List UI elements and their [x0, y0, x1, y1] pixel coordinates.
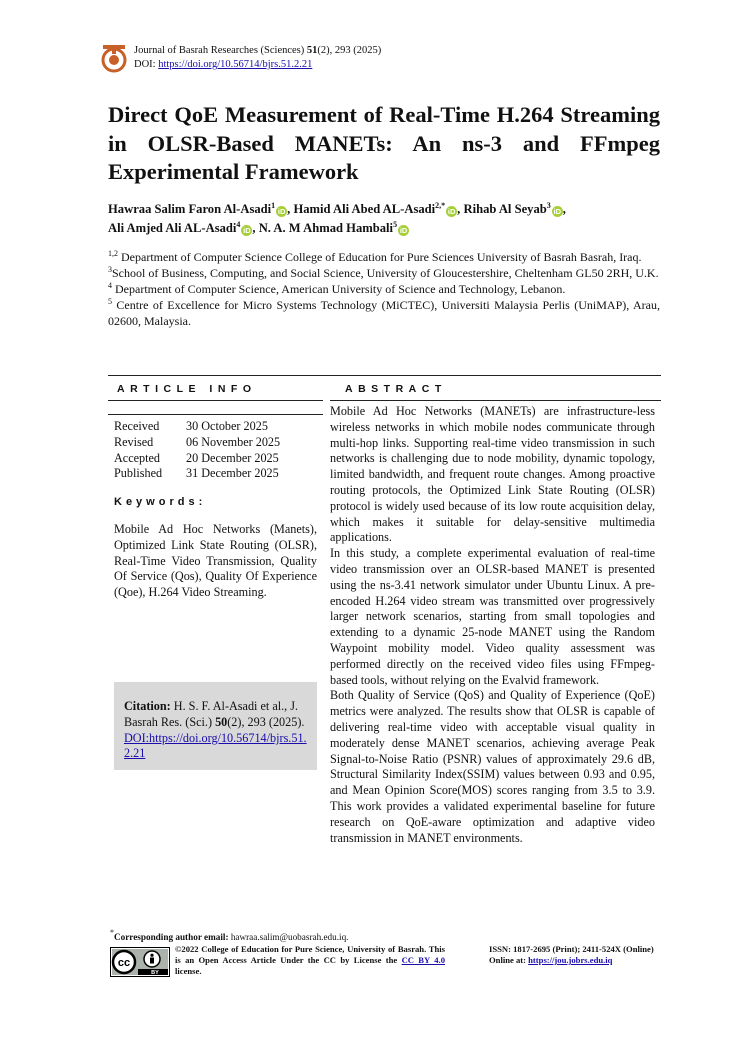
abstract-paragraph: Both Quality of Service (QoS) and Quality of Experience (QoE) metrics were analyzed. The results show that OLSR is capable of delivering real-time video with acceptable visual quality in moderately dense MANET scenarios, achieving average Peak Signal-to-Noise Ratio (PSNR) values of approximately 29.6 dB, Structural Similarity Index(SSIM) values between 0.93 and 0.95, and Mean Opinion Score(MOS) scores ranging from 3.5 to 3.9. This work provides a validated experimental baseline for future research on QoE-aware optimization and adaptive video transmission in MANET environments. [330, 688, 655, 845]
abstract-heading: ABSTRACT [345, 383, 447, 395]
affiliation-mark: 1,2 [108, 249, 118, 258]
date-label: Received [114, 419, 160, 433]
date-row-revised [114, 435, 280, 451]
cc-by-license-icon[interactable] [110, 947, 170, 977]
article-dates [114, 419, 280, 482]
affiliation-mark: 5 [108, 297, 112, 307]
affiliation-item [108, 297, 660, 329]
affiliation-item [108, 249, 660, 265]
author-name: Ali Amjed Ali AL-Asadi [108, 221, 237, 235]
online-label: Online at: [489, 955, 529, 966]
cc-by-link[interactable]: CC BY 4.0 [401, 955, 446, 966]
author-separator: , [457, 202, 464, 216]
keywords-list: Mobile Ad Hoc Networks (Manets), Optimized Link State Routing (OLSR), Real-Time Video Transmission, Quality Of Service (Qos), Quality Of Experience (Qoe), H.264 Video Streaming. [114, 522, 317, 600]
journal-issue-pages: (2), 293 (2025) [317, 45, 382, 56]
orcid-icon[interactable]: iD [399, 226, 408, 235]
date-row-received [114, 419, 280, 435]
author-list [108, 200, 660, 238]
date-label: Published [114, 466, 163, 481]
section-divider [108, 375, 661, 376]
section-divider [108, 400, 323, 401]
author-name: Hawraa Salim Faron Al-Asadi [108, 202, 272, 216]
orcid-icon[interactable]: iD [243, 226, 251, 235]
affiliations [108, 249, 660, 329]
license-statement [175, 944, 445, 978]
citation-label: Citation: [124, 699, 171, 713]
journal-logo [99, 43, 129, 73]
date-label: Accepted [114, 450, 161, 465]
author-affiliation-mark: 5 [393, 220, 398, 229]
citation-volume: 50 [215, 714, 228, 729]
article-info-heading: ARTICLE INFO [117, 383, 257, 395]
journal-website-link[interactable]: https://jou.jobrs.edu.iq [528, 955, 613, 966]
affiliation-text: Department of Computer Science, American University of Science and Technology, Lebanon. [112, 282, 566, 297]
corresponding-mark: * [110, 928, 114, 937]
author-separator: , [287, 202, 294, 216]
citation-issue: (2), 293 (2025). [227, 714, 305, 729]
citation-body: H. S. F. Al-Asadi et al., J. Basrah Res. (Sci.) [124, 699, 299, 729]
date-value: 20 December 2025 [186, 450, 279, 465]
author-name: N. A. M Ahmad Hambali [258, 221, 394, 235]
date-label: Revised [114, 434, 154, 449]
citation-text [124, 699, 308, 762]
keywords-heading: Keywords: [114, 496, 207, 508]
paper-title: Direct QoE Measurement of Real-Time H.264 Streaming in OLSR-Based MANETs: An ns-3 and FFmpeg Experimental Framework [108, 102, 660, 184]
journal-volume: 51 [306, 45, 318, 56]
affiliation-mark: 4 [108, 281, 112, 291]
cc-label: cc [117, 957, 131, 969]
orcid-icon[interactable]: iD [447, 207, 456, 216]
issn-text: ISSN: 1817-2695 (Print); 2411-524X (Online) [489, 944, 654, 954]
issn-block [489, 944, 654, 966]
author-affiliation-mark: 2,* [435, 201, 446, 210]
affiliation-text: Department of Computer Science College of Education for Pure Sciences University of Basrah Basrah, Iraq. [118, 250, 642, 264]
author-separator: , [562, 202, 566, 216]
orcid-icon[interactable]: iD [553, 207, 562, 216]
doi-link[interactable]: https://doi.org/10.56714/bjrs.51.2.21 [158, 59, 313, 70]
affiliation-mark: 3 [108, 265, 112, 275]
journal-citation-line [134, 44, 381, 57]
author-name: Hamid Ali Abed AL-Asadi [293, 202, 436, 216]
abstract-paragraph: In this study, a complete experimental evaluation of real-time video transmission over an OLSR-based MANET is presented using the ns-3.41 network simulator under Ubuntu Linux. A pre-encoded H.264 video stream was transmitted over progressively larger network scenarios, starting from small topologies and extending to a dynamic 25-node MANET using the Random Waypoint mobility model. Video quality assessment was performed directly on the received video files using FFmpeg-based tools, without relying on the Evalvid framework. [330, 546, 655, 687]
section-divider [330, 400, 661, 401]
section-divider [108, 414, 323, 415]
cc-by-label: BY [151, 970, 159, 976]
corresponding-email: hawraa.salim@uobasrah.edu.iq. [228, 932, 349, 942]
license-end: license. [175, 966, 202, 977]
doi-line [134, 58, 312, 71]
date-value: 31 December 2025 [186, 466, 279, 481]
author-affiliation-mark: 1 [271, 201, 276, 210]
date-row-published [114, 466, 280, 482]
date-row-accepted [114, 451, 280, 467]
affiliation-text: School of Business, Computing, and Social Science, University of Gloucestershire, Cheltenham GL50 2RH, U.K. [112, 266, 659, 281]
orcid-icon[interactable]: iD [277, 207, 286, 216]
author-affiliation-mark: 4 [236, 220, 241, 229]
author-affiliation-mark: 3 [546, 201, 551, 210]
affiliation-text: Centre of Excellence for Micro Systems Technology (MiCTEC), Universiti Malaysia Perlis (UniMAP), Arau, 02600, Malaysia. [108, 298, 660, 329]
abstract-body [330, 404, 655, 846]
abstract-paragraph: Mobile Ad Hoc Networks (MANETs) are infrastructure-less wireless networks in which mobile nodes communicate through multi-hop links. Supporting real-time video transmission in such networks is challenging due to node mobility, dynamic topology, limited bandwidth, and frequent route changes. Among proactive routing protocols, the Optimized Link State Routing (OLSR) protocol is widely used because of its low route acquisition delay, which makes it suitable for delay-sensitive multimedia applications. [330, 404, 655, 545]
affiliation-item [108, 265, 660, 281]
author-separator: , [252, 221, 259, 235]
doi-label: DOI: [134, 59, 156, 70]
date-value: 06 November 2025 [186, 434, 281, 449]
license-body: ©2022 College of Education for Pure Science, University of Basrah. This is an Open Access Article Under the CC by License the [175, 944, 445, 966]
online-line [489, 955, 654, 966]
affiliation-item [108, 281, 660, 297]
corresponding-label: Corresponding author email: [114, 932, 229, 942]
journal-name: Journal of Basrah Researches (Sciences) [134, 45, 305, 56]
author-name: Rihab Al Seyab [463, 202, 547, 216]
corresponding-author-note [110, 928, 349, 943]
date-value: 30 October 2025 [186, 419, 268, 433]
citation-doi-link[interactable]: DOI:https://doi.org/10.56714/bjrs.51.2.21 [124, 730, 307, 761]
